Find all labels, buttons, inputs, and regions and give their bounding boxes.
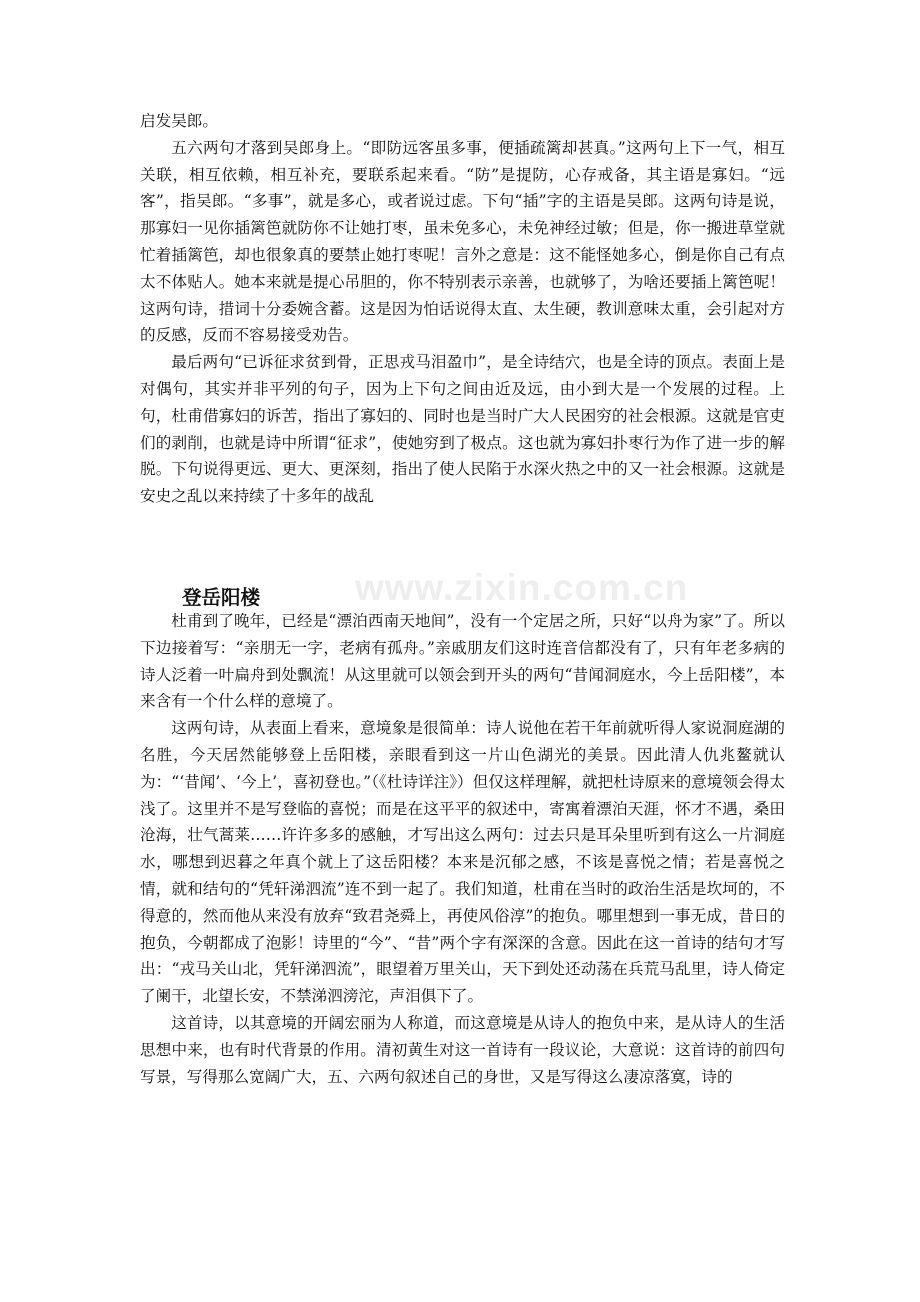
- section-title: 登岳阳楼: [182, 586, 261, 609]
- body-text-bottom: [140, 608, 785, 1090]
- paragraph: 最后两句“已诉征求贫到骨，正思戎马泪盈巾”，是全诗结穴，也是全诗的顶点。表面上是对偶句，其实并非平列的句子，因为上下句之间由近及远，由小到大是一个发展的过程。上句，杜甫借寡妇的诉苦，指出了寡妇的、同时也是当时广大人民困穷的社会根源。这就是官吏们的剥削，也就是诗中所谓“征求”，使她穷到了极点。这也就为寡妇扑枣行为作了进一步的解脱。下句说得更远、更大、更深刻，指出了使人民陷于水深火热之中的又一社会根源。这就是安史之乱以来持续了十多年的战乱: [140, 353, 785, 506]
- paragraph: 这首诗，以其意境的开阔宏丽为人称道，而这意境是从诗人的抱负中来，是从诗人的生活思想中来，也有时代背景的作用。清初黄生对这一首诗有一段议论，大意说：这首诗的前四句写景，写得那么宽阔广大，五、六两句叙述自己的身世，又是写得这么凄凉落寞，诗的: [140, 1013, 785, 1086]
- paragraph: 这两句诗，从表面上看来，意境象是很简单：诗人说他在若干年前就听得人家说洞庭湖的名胜，今天居然能够登上岳阳楼，亲眼看到这一片山色湖光的美景。因此清人仇兆鳌就认为：“‘昔闻’、‘今上’，喜初登也。”（《杜诗详注》）但仅这样理解，就把杜诗原来的意境领会得太浅了。这里并不是写登临的喜悦；而是在这平平的叙述中，寄寓着漂泊天涯，怀才不遇，桑田沧海，壮气蒿莱……许许多多的感触，才写出这么两句：过去只是耳朵里听到有这么一片洞庭水，哪想到迟暮之年真个就上了这岳阳楼？本来是沉郁之感，不该是喜悦之情；若是喜悦之情，就和结句的“凭轩涕泗流”连不到一起了。我们知道，杜甫在当时的政治生活是坎坷的，不得意的，然而他从来没有放弃“致君尧舜上，再使风俗淳”的抱负。哪里想到一事无成，昔日的抱负，今朝都成了泡影！诗里的“今”、“昔”两个字有深深的含意。因此在这一首诗的结句才写出：“戎马关山北，凭轩涕泗流”，眼望着万里关山，天下到处还动荡在兵荒马乱里，诗人倚定了阑干，北望长安，不禁涕泗滂沱，声泪俱下了。: [140, 719, 785, 1006]
- paragraph: 五六两句才落到吴郎身上。“即防远客虽多事，便插疏篱却甚真。”这两句上下一气，相互关联，相互依赖，相互补充，要联系起来看。“防”是提防，心存戒备，其主语是寡妇。“远客”，指吴郎。“多事”，就是多心，或者说过虑。下句“插”字的主语是吴郎。这两句诗是说，那寡妇一见你插篱笆就防你不让她打枣，虽未免多心，未免神经过敏；但是，你一搬进草堂就忙着插篱笆，却也很象真的要禁止她打枣呢！言外之意是：这不能怪她多心，倒是你自己有点太不体贴人。她本来就是提心吊胆的，你不特别表示亲善，也就够了，为啥还要插上篱笆呢！这两句诗，措词十分委婉含蓄。这是因为怕话说得太直、太生硬，教训意味太重，会引起对方的反感，反而不容易接受劝告。: [140, 138, 785, 345]
- watermark: www.zixin.com.cn: [355, 567, 689, 608]
- body-text-top: [140, 108, 785, 510]
- paragraph: 杜甫到了晚年，已经是“漂泊西南天地间”，没有一个定居之所，只好“以舟为家”了。所以下边接着写：“亲朋无一字，老病有孤舟。”亲戚朋友们这时连音信都没有了，只有年老多病的诗人泛着一叶扁舟到处飘流！从这里就可以领会到开头的两句“昔闻洞庭水，今上岳阳楼”，本来含有一个什么样的意境了。: [140, 612, 785, 711]
- paragraph: 启发吴郎。: [140, 112, 218, 130]
